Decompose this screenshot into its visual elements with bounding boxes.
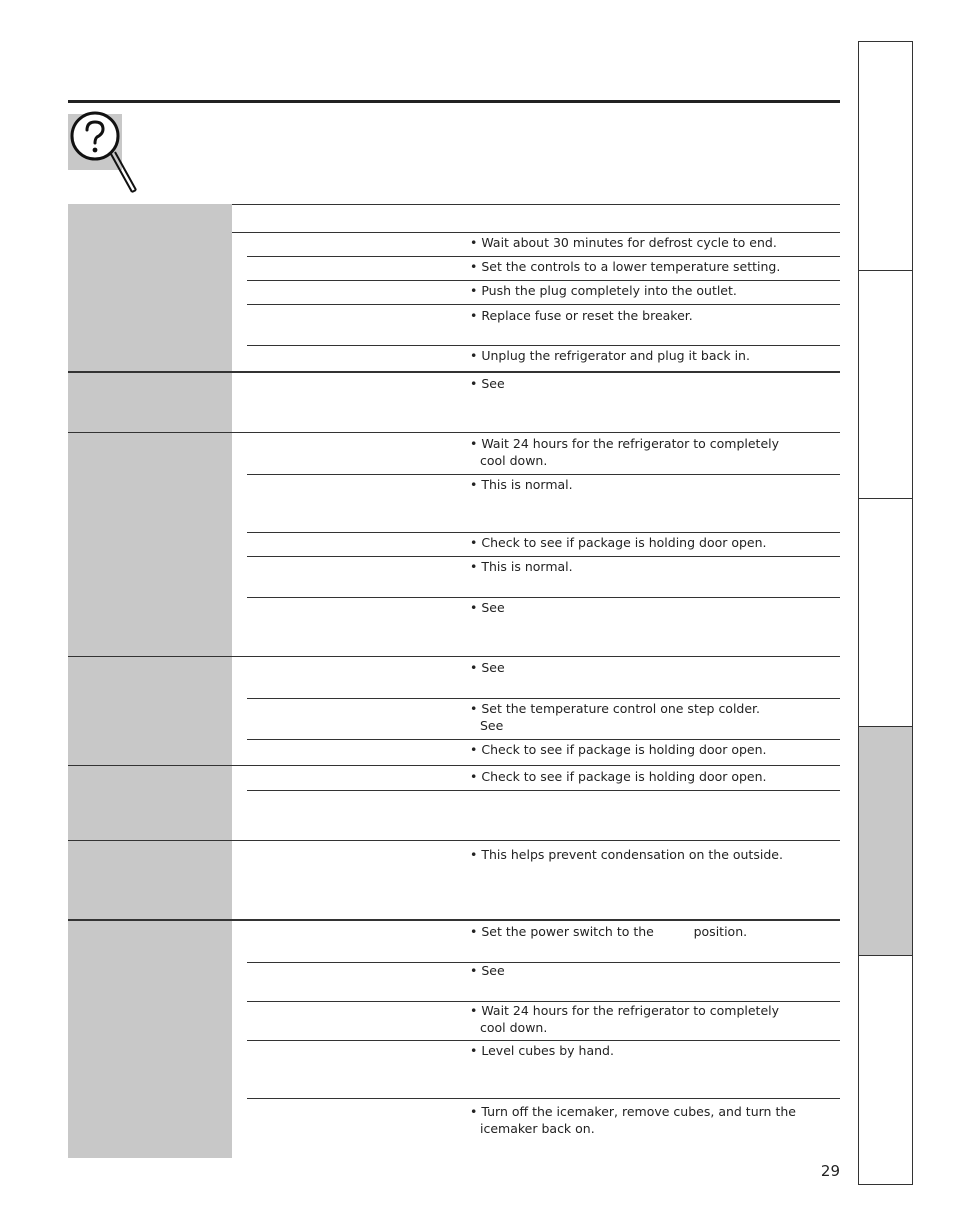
solution-item: • See [470, 599, 800, 616]
row-divider [247, 790, 840, 791]
solution-item: • Check to see if package is holding door open. [470, 534, 800, 551]
side-tab[interactable] [859, 956, 912, 1184]
section-divider [68, 765, 840, 766]
solution-item: • This is normal. [470, 558, 800, 575]
row-divider [247, 280, 840, 281]
solution-item: • Set the controls to a lower temperature setting. [470, 258, 800, 275]
solution-item: • See [470, 375, 800, 392]
side-tab-active[interactable] [859, 727, 912, 956]
row-divider [247, 345, 840, 346]
row-divider [247, 532, 840, 533]
solution-item: • Wait 24 hours for the refrigerator to completely cool down. [470, 435, 800, 469]
solution-item: • This is normal. [470, 476, 800, 493]
solution-item: • Level cubes by hand. [470, 1042, 800, 1059]
solution-item: • Wait about 30 minutes for defrost cycle to end. [470, 234, 800, 251]
solution-item: • Replace fuse or reset the breaker. [470, 307, 800, 324]
side-tab[interactable] [859, 271, 912, 499]
solution-item: • Set the temperature control one step colder. See [470, 700, 800, 734]
row-divider [247, 1098, 840, 1099]
solution-item: • Unplug the refrigerator and plug it back in. [470, 347, 800, 364]
section-divider [68, 656, 840, 657]
section-divider [68, 432, 840, 433]
solution-item: • Push the plug completely into the outlet. [470, 282, 800, 299]
row-divider [247, 739, 840, 740]
section-divider [68, 919, 840, 921]
solution-item: • Check to see if package is holding door open. [470, 768, 800, 785]
section-divider [68, 371, 840, 373]
row-divider [247, 556, 840, 557]
solution-item: • This helps prevent condensation on the outside. [470, 846, 800, 863]
magnifier-question-icon [66, 110, 146, 200]
page-number: 29 [820, 1162, 840, 1180]
table-header-problem [68, 204, 232, 232]
row-divider [247, 304, 840, 305]
row-divider [247, 597, 840, 598]
row-divider [247, 474, 840, 475]
table-header-rule [232, 204, 840, 205]
solution-item: • Wait 24 hours for the refrigerator to completely cool down. [470, 1002, 800, 1036]
solution-item: • Check to see if package is holding door open. [470, 741, 800, 758]
side-tab[interactable] [859, 42, 912, 271]
top-rule [68, 100, 840, 103]
row-divider [247, 1040, 840, 1041]
solution-item: • See [470, 962, 800, 979]
solution-item: • Set the power switch to the position. [470, 923, 800, 940]
solution-item: • Turn off the icemaker, remove cubes, and turn the icemaker back on. [470, 1103, 800, 1137]
row-divider [247, 256, 840, 257]
row-divider [247, 698, 840, 699]
side-tabs [858, 41, 913, 1185]
solution-item: • See [470, 659, 800, 676]
section-divider [68, 840, 840, 841]
row-divider [232, 232, 840, 233]
side-tab[interactable] [859, 499, 912, 727]
